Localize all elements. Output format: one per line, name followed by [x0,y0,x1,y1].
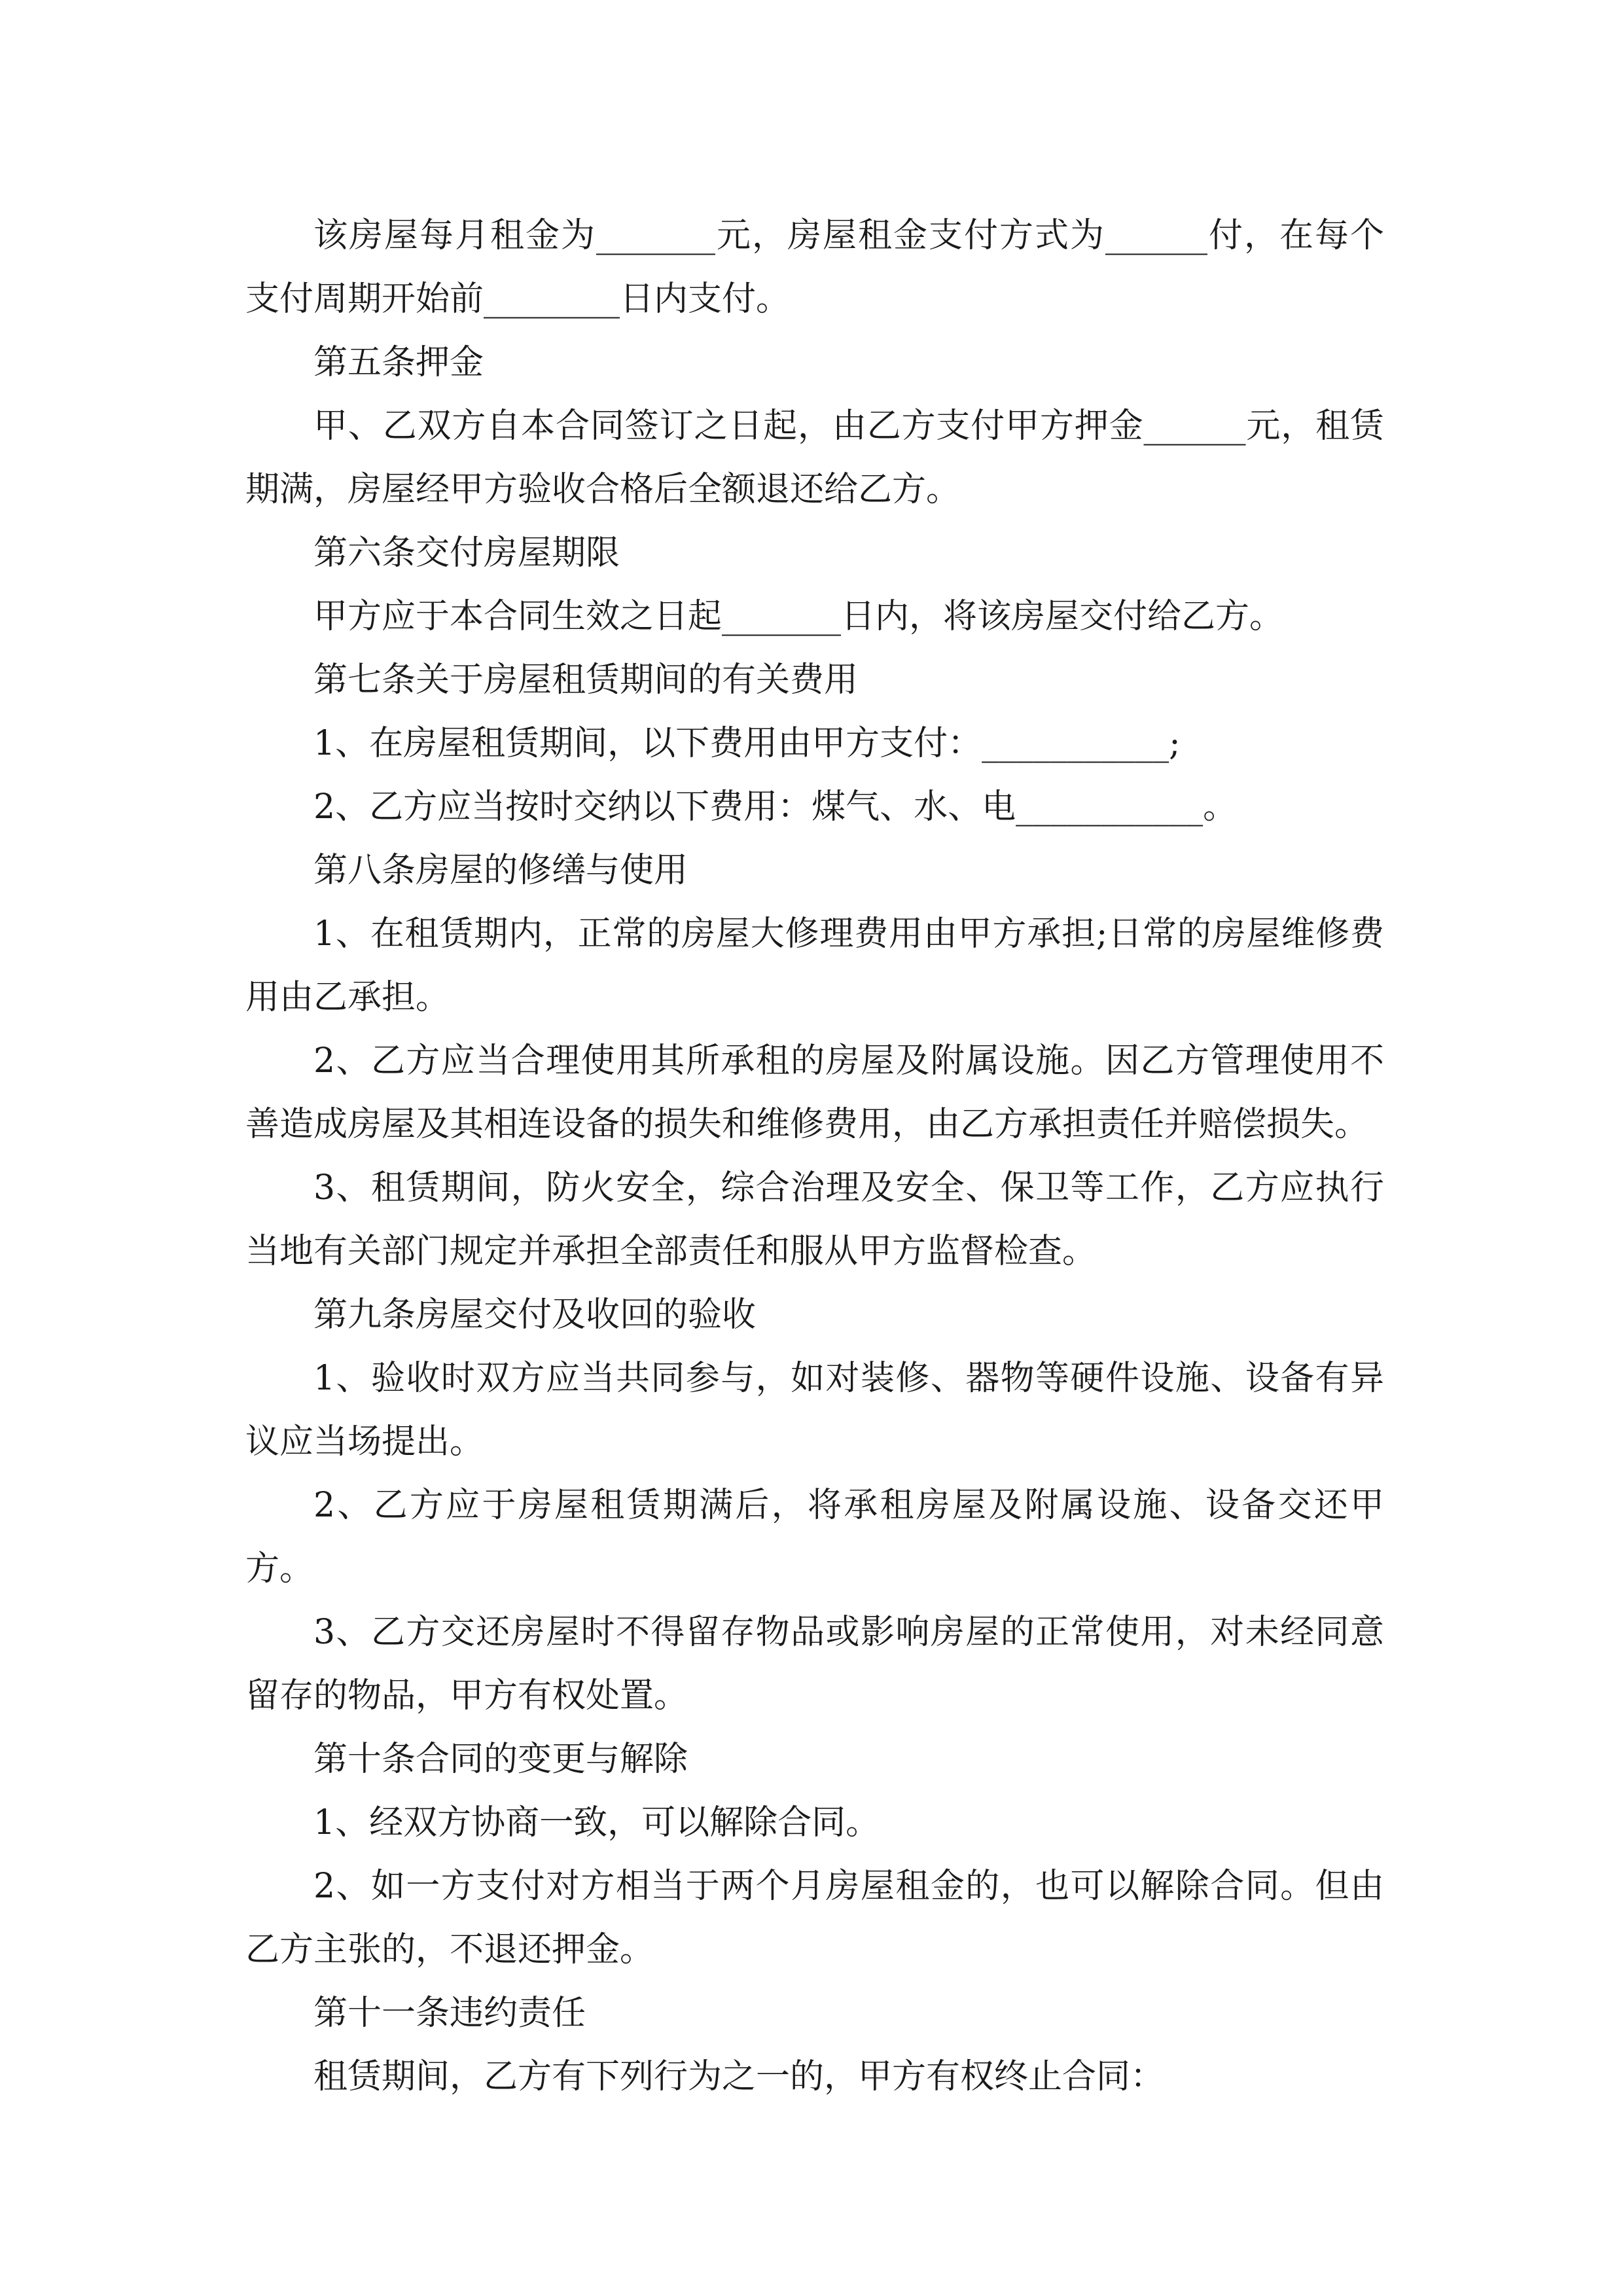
heading-article-7-fees: 第七条关于房屋租赁期间的有关费用 [313,660,859,700]
paragraph-termination-2: 2、如一方支付对方相当于两个月房屋租金的，也可以解除合同。但由乙方主张的，不退还押金。 [245,1867,1384,1969]
paragraph-inspection-1: 1、验收时双方应当共同参与，如对装修、器物等硬件设施、设备有异议应当场提出。 [245,1359,1384,1462]
paragraph-liability-intro: 租赁期间，乙方有下列行为之一的，甲方有权终止合同： [313,2057,1165,2096]
paragraph-rent-payment: 该房屋每月租金为_______元，房屋租金支付方式为______付，在每个支付周期开始前________日内支付。 [245,216,1384,319]
paragraph-repair-2: 2、乙方应当合理使用其所承租的房屋及附属设施。因乙方管理使用不善造成房屋及其相连设备的损失和维修费用，由乙方承担责任并赔偿损失。 [245,1041,1384,1144]
paragraph-inspection-2: 2、乙方应于房屋租赁期满后，将承租房屋及附属设施、设备交还甲方。 [245,1486,1384,1588]
heading-article-9-inspection: 第九条房屋交付及收回的验收 [313,1295,757,1335]
paragraph-deposit: 甲、乙双方自本合同签订之日起，由乙方支付甲方押金______元，租赁期满，房屋经甲方验收合格后全额退还给乙方。 [245,406,1384,509]
heading-article-6-delivery-period: 第六条交付房屋期限 [313,533,620,573]
paragraph-fees-party-a: 1、在房屋租赁期间，以下费用由甲方支付：___________; [313,724,1181,763]
paragraph-repair-1: 1、在租赁期内，正常的房屋大修理费用由甲方承担;日常的房屋维修费用由乙承担。 [245,914,1384,1017]
paragraph-delivery-period: 甲方应于本合同生效之日起_______日内，将该房屋交付给乙方。 [313,597,1284,636]
heading-article-8-repair-use: 第八条房屋的修缮与使用 [313,851,688,890]
paragraph-repair-3: 3、租赁期间，防火安全，综合治理及安全、保卫等工作，乙方应执行当地有关部门规定并承担全部责任和服从甲方监督检查。 [245,1168,1384,1271]
paragraph-fees-party-b: 2、乙方应当按时交纳以下费用：煤气、水、电___________。 [313,787,1238,827]
heading-article-10-change-termination: 第十条合同的变更与解除 [313,1740,688,1779]
paragraph-termination-1: 1、经双方协商一致，可以解除合同。 [313,1803,880,1842]
paragraph-inspection-3: 3、乙方交还房屋时不得留存物品或影响房屋的正常使用，对未经同意留存的物品，甲方有权处置。 [245,1613,1384,1715]
document-body [245,204,1384,2109]
heading-article-11-liability: 第十一条违约责任 [313,1994,586,2033]
heading-article-5-deposit: 第五条押金 [313,343,484,382]
